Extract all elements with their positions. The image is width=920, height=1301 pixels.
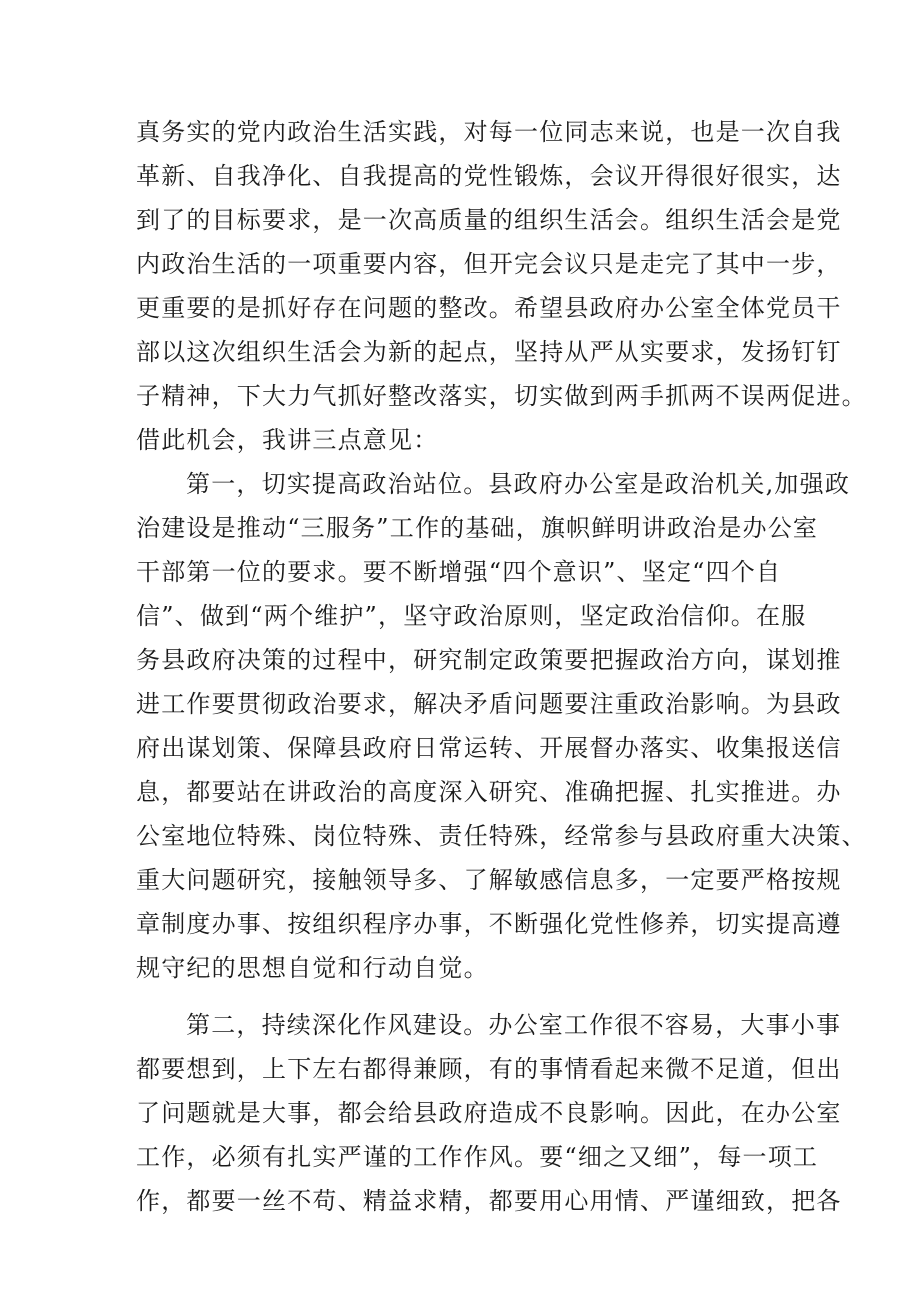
paragraph-first-line: 第一，切实提高政治站位。县政府办公室是政治机关,加强政	[186, 470, 851, 498]
text-line: 作，都要一丝不苟、精益求精，都要用心用情、严谨细致，把各	[136, 1187, 842, 1215]
text-line: 子精神，下大力气抓好整改落实，切实做到两手抓两不误两促进。	[136, 382, 867, 410]
text-line: 重大问题研究，接触领导多、了解敏感信息多，一定要严格按规	[136, 866, 842, 894]
text-line: 都要想到，上下左右都得兼顾，有的事情看起来微不足道，但出	[136, 1055, 842, 1083]
text-line: 进工作要贯彻政治要求，解决矛盾问题要注重政治影响。为县政	[136, 690, 842, 718]
text-line: 公室地位特殊、岗位特殊、责任特殊，经常参与县政府重大决策、	[136, 822, 867, 850]
text-line: 了问题就是大事，都会给县政府造成不良影响。因此，在办公室	[136, 1099, 842, 1127]
text-line: 规守纪的思想自觉和行动自觉。	[136, 954, 489, 982]
text-line: 部以这次组织生活会为新的起点，坚持从严从实要求，发扬钉钉	[136, 338, 842, 366]
text-line: 干部第一位的要求。要不断增强“四个意识”、坚定“四个自	[136, 558, 782, 586]
text-line: 府出谋划策、保障县政府日常运转、开展督办落实、收集报送信	[136, 734, 842, 762]
text-line: 内政治生活的一项重要内容，但开完会议只是走完了其中一步，	[136, 250, 842, 278]
text-line: 到了的目标要求，是一次高质量的组织生活会。组织生活会是党	[136, 206, 842, 234]
text-line: 借此机会，我讲三点意见：	[136, 426, 439, 454]
paragraph-first-line: 第二，持续深化作风建设。办公室工作很不容易，大事小事	[186, 1011, 842, 1039]
text-line: 治建设是推动“三服务”工作的基础，旗帜鲜明讲政治是办公室	[136, 514, 819, 542]
text-line: 工作，必须有扎实严谨的工作作风。要“细之又细”，每一项工	[136, 1143, 819, 1171]
text-line: 章制度办事、按组织程序办事，不断强化党性修养，切实提高遵	[136, 910, 842, 938]
text-line: 息，都要站在讲政治的高度深入研究、准确把握、扎实推进。办	[136, 778, 842, 806]
text-line: 信”、做到“两个维护”，坚守政治原则，坚定政治信仰。在服	[136, 602, 807, 630]
text-line: 更重要的是抓好存在问题的整改。希望县政府办公室全体党员干	[136, 294, 842, 322]
text-line: 革新、自我净化、自我提高的党性锻炼，会议开得很好很实，达	[136, 162, 842, 190]
text-line: 务县政府决策的过程中，研究制定政策要把握政治方向，谋划推	[136, 646, 842, 674]
text-line: 真务实的党内政治生活实践，对每一位同志来说，也是一次自我	[136, 118, 842, 146]
